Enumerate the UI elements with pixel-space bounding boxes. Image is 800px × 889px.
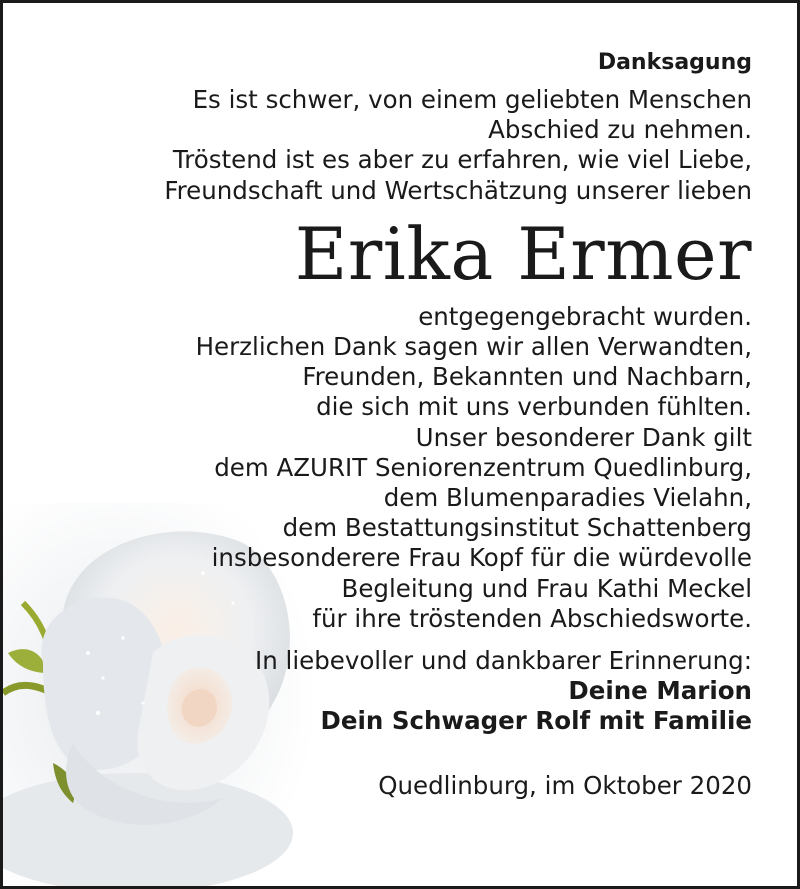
body-line: Begleitung und Frau Kathi Meckel xyxy=(341,573,752,603)
body-line: insbesonderere Frau Kopf für die würdevolle xyxy=(211,543,752,573)
intro-line: Es ist schwer, von einem geliebten Menschen xyxy=(192,85,752,114)
body-line: Freunden, Bekannten und Nachbarn, xyxy=(302,362,752,392)
body-line: dem Blumenparadies Vielahn, xyxy=(383,483,752,513)
body-line: dem AZURIT Seniorenzentrum Quedlinburg, xyxy=(214,452,752,482)
body-line: entgegengebracht wurden. xyxy=(418,301,752,331)
body-line: für ihre tröstenden Abschiedsworte. xyxy=(312,603,752,633)
intro-line: Abschied zu nehmen. xyxy=(488,115,752,145)
deceased-name: Erika Ermer xyxy=(294,211,752,296)
body-line: die sich mit uns verbunden fühlten. xyxy=(316,392,752,422)
signature-line: Dein Schwager Rolf mit Familie xyxy=(320,706,752,736)
body-line: Herzlichen Dank sagen wir allen Verwandten, xyxy=(195,332,752,362)
signature-line: Deine Marion xyxy=(568,676,752,706)
signoff: In liebevoller und dankbarer Erinnerung: xyxy=(254,646,752,676)
body-paragraph xyxy=(52,302,752,634)
body-line: Unser besonderer Dank gilt xyxy=(415,422,752,452)
intro-paragraph xyxy=(52,85,752,206)
intro-line: Tröstend ist es aber zu erfahren, wie viel Liebe, xyxy=(172,145,752,175)
body-line: dem Bestattungsinstitut Schattenberg xyxy=(282,513,752,543)
obituary-text xyxy=(52,49,752,801)
heading: Danksagung xyxy=(597,50,752,75)
intro-line: Freundschaft und Wertschätzung unserer lieben xyxy=(164,175,752,205)
place-date: Quedlinburg, im Oktober 2020 xyxy=(378,770,752,800)
